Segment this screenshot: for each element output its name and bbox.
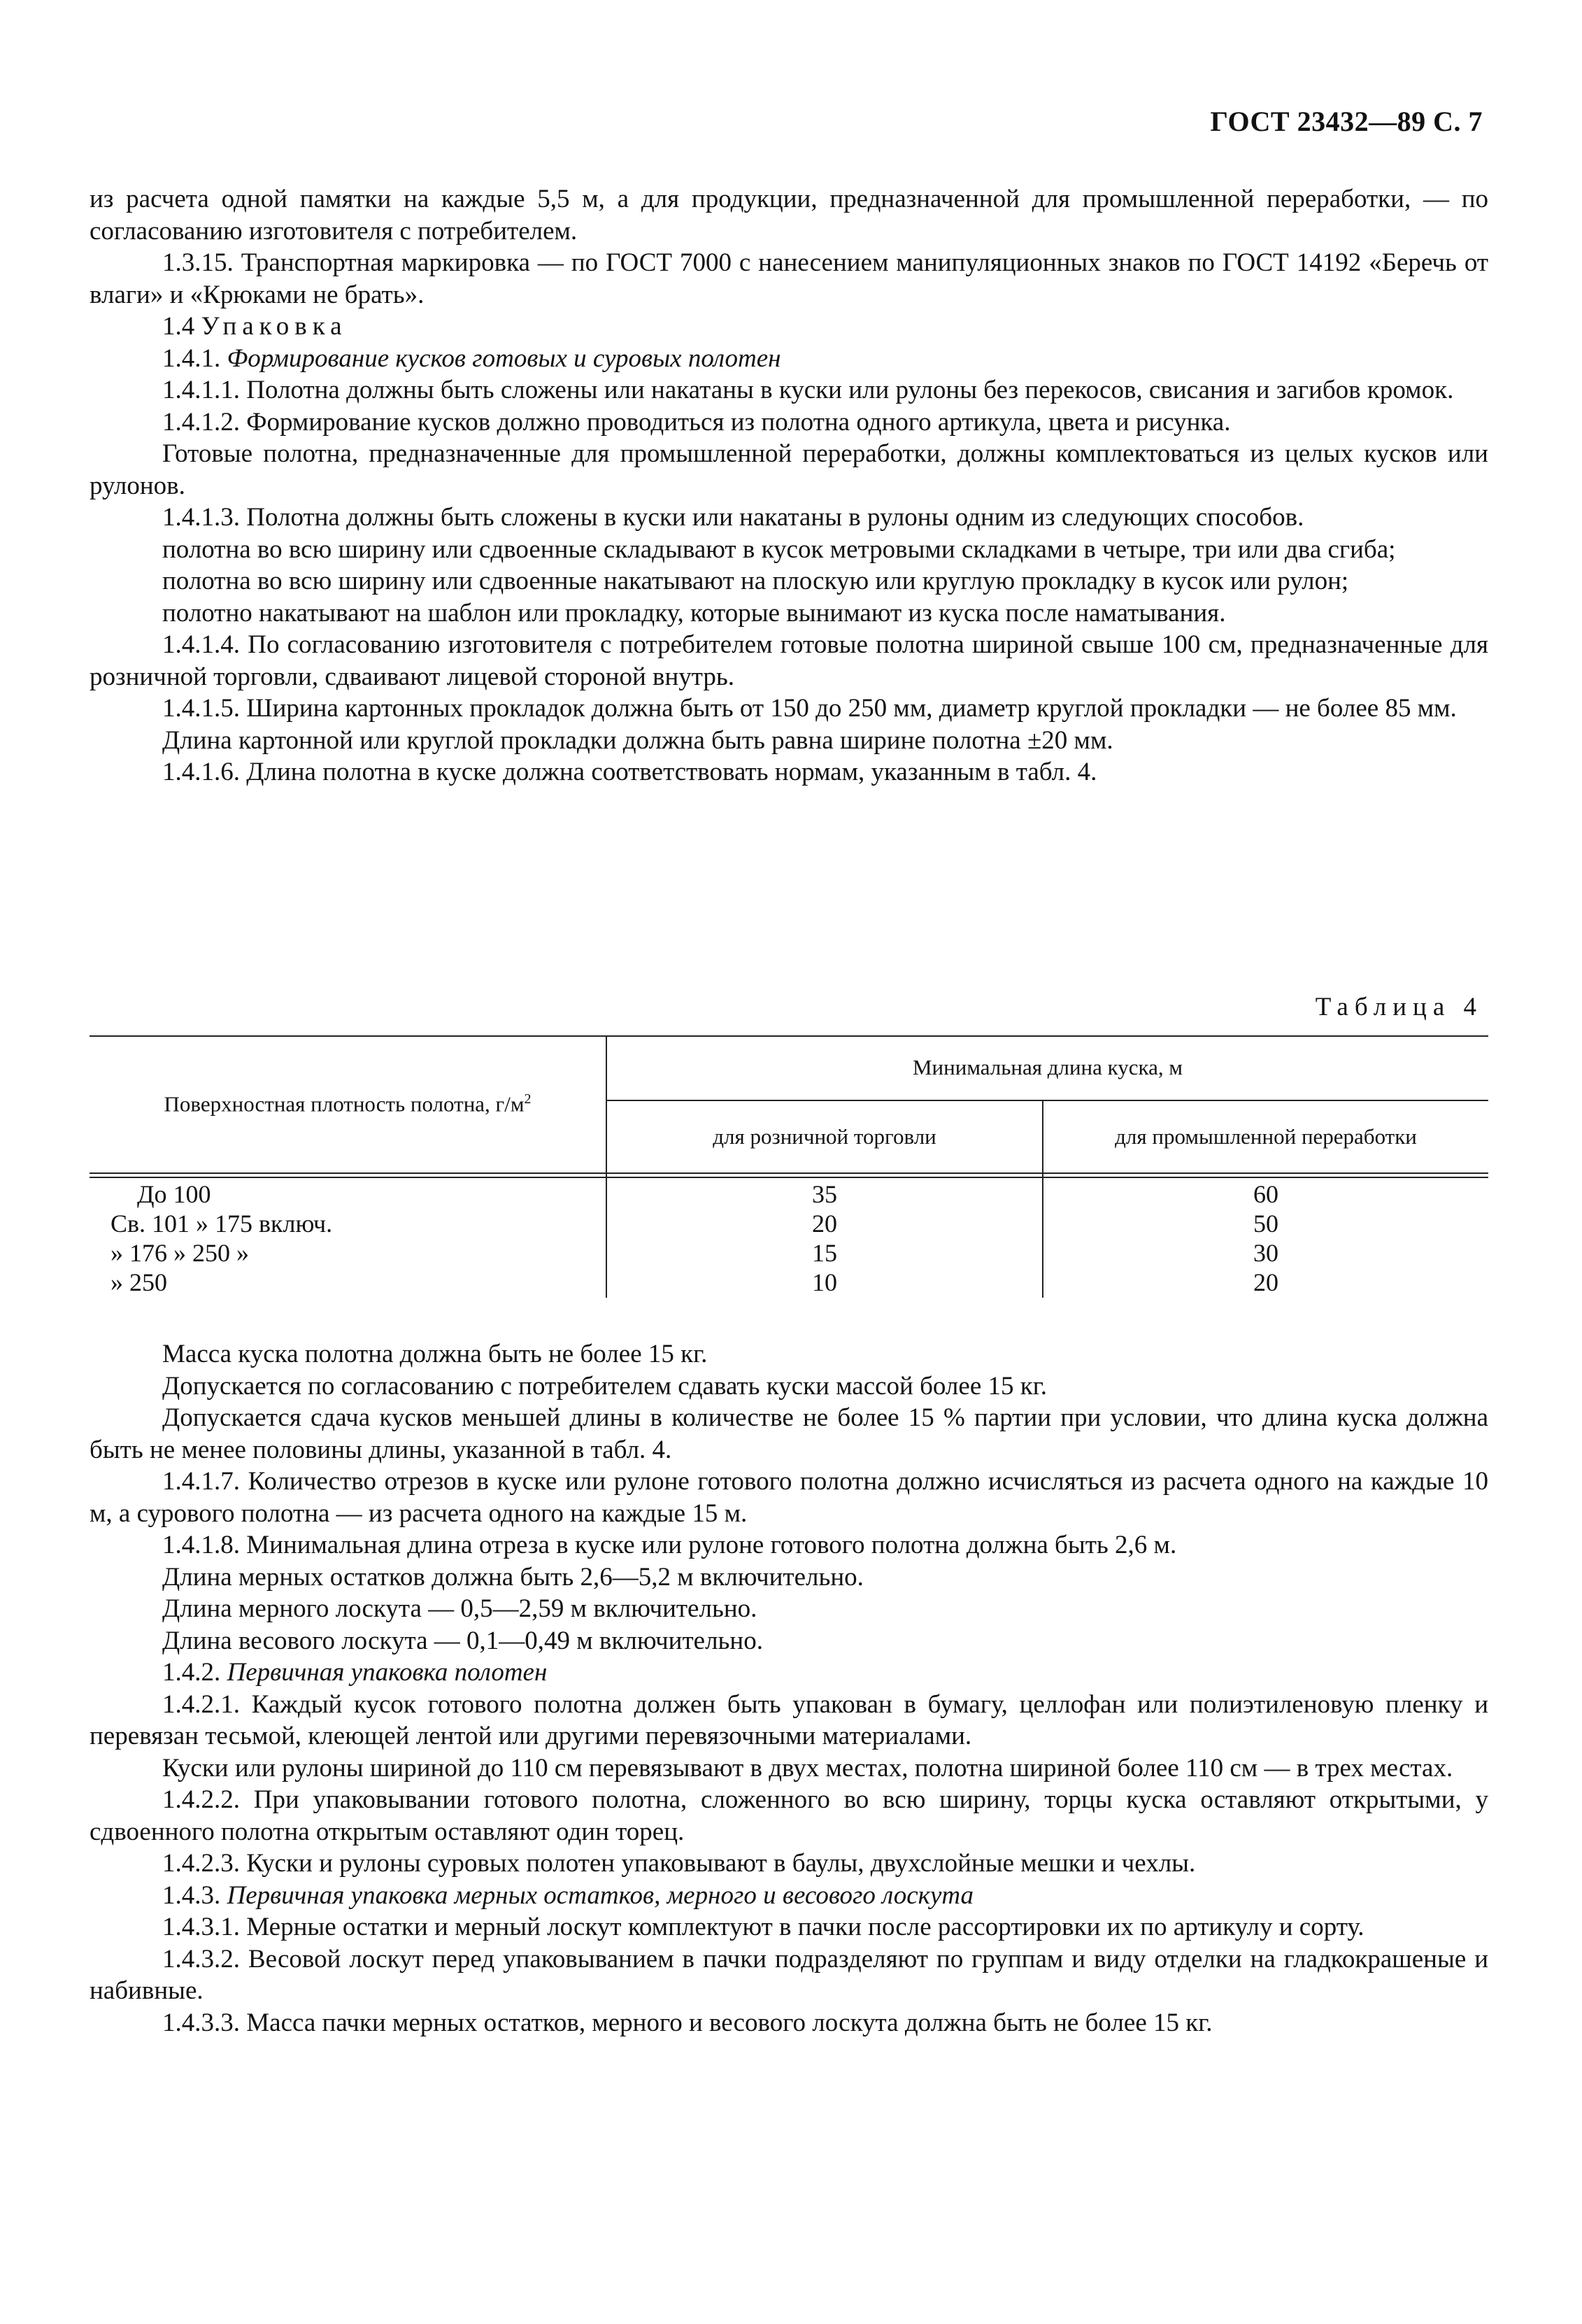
- table-header-rule: [90, 1172, 1488, 1174]
- section-number: 1.4.3.: [162, 1880, 221, 1910]
- section-heading: [90, 1657, 1488, 1689]
- header-industrial: для промышленной переработки: [1115, 1124, 1417, 1149]
- section-number: 1.4.2.: [162, 1658, 221, 1687]
- paragraph: полотно накатывают на шаблон или прокладку, которые вынимают из куска после наматывания.: [162, 598, 1226, 628]
- paragraph: Допускается по согласованию с потребителем сдавать куски массой более 15 кг.: [162, 1371, 1047, 1401]
- table-cell-industrial: 60: [1253, 1180, 1278, 1208]
- header-min-length: Минимальная длина куска, м: [912, 1055, 1183, 1079]
- table-header-rule-double: [90, 1177, 1488, 1178]
- retail-column: [607, 1179, 1042, 1297]
- paragraph: полотна во всю ширину или сдвоенные накатывают на плоскую или круглую прокладку в кусок или рулон;: [162, 567, 1349, 595]
- paragraph: Куски или рулоны шириной до 110 см перевязывают в двух местах, полотна шириной более 110 см — в трех местах.: [162, 1753, 1453, 1783]
- paragraph: Длина весового лоскута — 0,1—0,49 м включительно.: [162, 1626, 763, 1655]
- table-cell-industrial: 50: [1253, 1210, 1278, 1238]
- paragraph: 1.4.1.4. По согласованию изготовителя с потребителем готовые полотна шириной свыше 100 см, предназначенные для розничной торговли, сдваивают лицевой стороной внутрь.: [90, 630, 1488, 691]
- section-heading: [90, 311, 1488, 343]
- table-cell-density: До 100: [137, 1180, 211, 1208]
- paragraph: 1.3.15. Транспортная маркировка — по ГОСТ 7000 с нанесением манипуляционных знаков по ГОСТ 14192 «Беречь от влаги» и «Крюками не брать».: [90, 248, 1488, 309]
- table-cell-industrial: 30: [1253, 1239, 1278, 1267]
- paragraph: 1.4.2.3. Куски и рулоны суровых полотен упаковывают в баулы, двухслойные мешки и чехлы.: [162, 1849, 1196, 1878]
- paragraph: Готовые полотна, предназначенные для промышленной переработки, должны комплектоваться из целых кусков или рулонов.: [90, 439, 1488, 500]
- paragraph: 1.4.2.2. При упаковывании готового полотна, сложенного во всю ширину, торцы куска оставляют открытыми, у сдвоенного полотна открытым оставляют один торец.: [90, 1785, 1488, 1846]
- industrial-column: [1043, 1179, 1488, 1297]
- section-title: Формирование кусков готовых и суровых полотен: [227, 343, 781, 373]
- table-cell-industrial: 20: [1253, 1268, 1278, 1296]
- section-number: 1.4.1.: [162, 343, 221, 373]
- table-cell-density: » 176 » 250 »: [111, 1239, 249, 1267]
- table-cell-retail: 10: [812, 1268, 837, 1296]
- section-heading: [90, 343, 1488, 375]
- paragraph: 1.4.3.2. Весовой лоскут перед упаковыванием в пачки подразделяют по группам и виду отделки на гладкокрашеные и набивные.: [90, 1944, 1488, 2005]
- paragraph: 1.4.2.1. Каждый кусок готового полотна должен быть упакован в бумагу, целлофан или полиэтиленовую пленку и перевязан тесьмой, клеющей лентой или другими перевязочными материалами.: [90, 1689, 1488, 1750]
- paragraph: 1.4.1.5. Ширина картонных прокладок должна быть от 150 до 250 мм, диаметр круглой прокладки — не более 85 мм.: [162, 694, 1457, 723]
- page-header: ГОСТ 23432—89 С. 7: [1210, 106, 1483, 137]
- paragraph: 1.4.1.7. Количество отрезов в куске или рулоне готового полотна должно исчисляться из расчета одного на каждые 10 м, а сурового полотна — из расчета одного на каждые 15 м.: [90, 1467, 1488, 1528]
- paragraph: 1.4.1.8. Минимальная длина отреза в куске или рулоне готового полотна должна быть 2,6 м.: [162, 1531, 1177, 1559]
- density-table: [90, 1035, 1488, 1298]
- top-text-block: [90, 183, 1488, 788]
- section-title: Упаковка: [201, 312, 348, 341]
- paragraph: из расчета одной памятки на каждые 5,5 м, а для продукции, предназначенной для промышленной переработки, — по согласованию изготовителя с потребителем.: [90, 185, 1488, 246]
- paragraph: 1.4.3.3. Масса пачки мерных остатков, мерного и весового лоскута должна быть не более 15 кг.: [162, 2008, 1213, 2037]
- section-title: Первичная упаковка полотен: [227, 1658, 548, 1687]
- header-retail: для розничной торговли: [713, 1124, 936, 1149]
- table-cell-retail: 15: [812, 1239, 837, 1267]
- paragraph: 1.4.1.1. Полотна должны быть сложены или накатаны в куски или рулоны без перекосов, свисания и загибов кромок.: [162, 376, 1454, 404]
- paragraph: Масса куска полотна должна быть не более 15 кг.: [162, 1340, 708, 1368]
- density-column: [111, 1179, 600, 1297]
- paragraph: Длина картонной или круглой прокладки должна быть равна ширине полотна ±20 мм.: [162, 725, 1113, 755]
- table-cell-density: » 250: [111, 1268, 167, 1296]
- table-caption: Таблица 4: [1315, 993, 1483, 1021]
- paragraph: Допускается сдача кусков меньшей длины в количестве не более 15 % партии при условии, что длина куска должна быть не менее половины длины, указанной в табл. 4.: [90, 1403, 1488, 1464]
- table-cell-retail: 20: [812, 1210, 837, 1238]
- table-cell-retail: 35: [812, 1180, 837, 1208]
- section-heading: [90, 1880, 1488, 1912]
- paragraph: 1.4.1.6. Длина полотна в куске должна соответствовать нормам, указанным в табл. 4.: [162, 758, 1097, 786]
- paragraph: полотна во всю ширину или сдвоенные складывают в кусок метровыми складками в четыре, три или два сгиба;: [162, 534, 1396, 564]
- section-number: 1.4: [162, 312, 195, 341]
- paragraph: Длина мерных остатков должна быть 2,6—5,2 м включительно.: [162, 1562, 864, 1592]
- paragraph: 1.4.1.3. Полотна должны быть сложены в куски или накатаны в рулоны одним из следующих способов.: [162, 503, 1304, 532]
- paragraph: 1.4.3.1. Мерные остатки и мерный лоскут комплектуют в пачки после рассортировки их по артикулу и сорту.: [162, 1913, 1364, 1941]
- section-title: Первичная упаковка мерных остатков, мерного и весового лоскута: [227, 1880, 974, 1910]
- paragraph: 1.4.1.2. Формирование кусков должно проводиться из полотна одного артикула, цвета и рисунка.: [162, 407, 1231, 437]
- bottom-text-block: [90, 1338, 1488, 2039]
- paragraph: Длина мерного лоскута — 0,5—2,59 м включительно.: [162, 1594, 757, 1623]
- header-density: Поверхностная плотность полотна, $г/м^2$: [164, 1091, 532, 1117]
- table-cell-density: Св. 101 » 175 включ.: [111, 1210, 333, 1238]
